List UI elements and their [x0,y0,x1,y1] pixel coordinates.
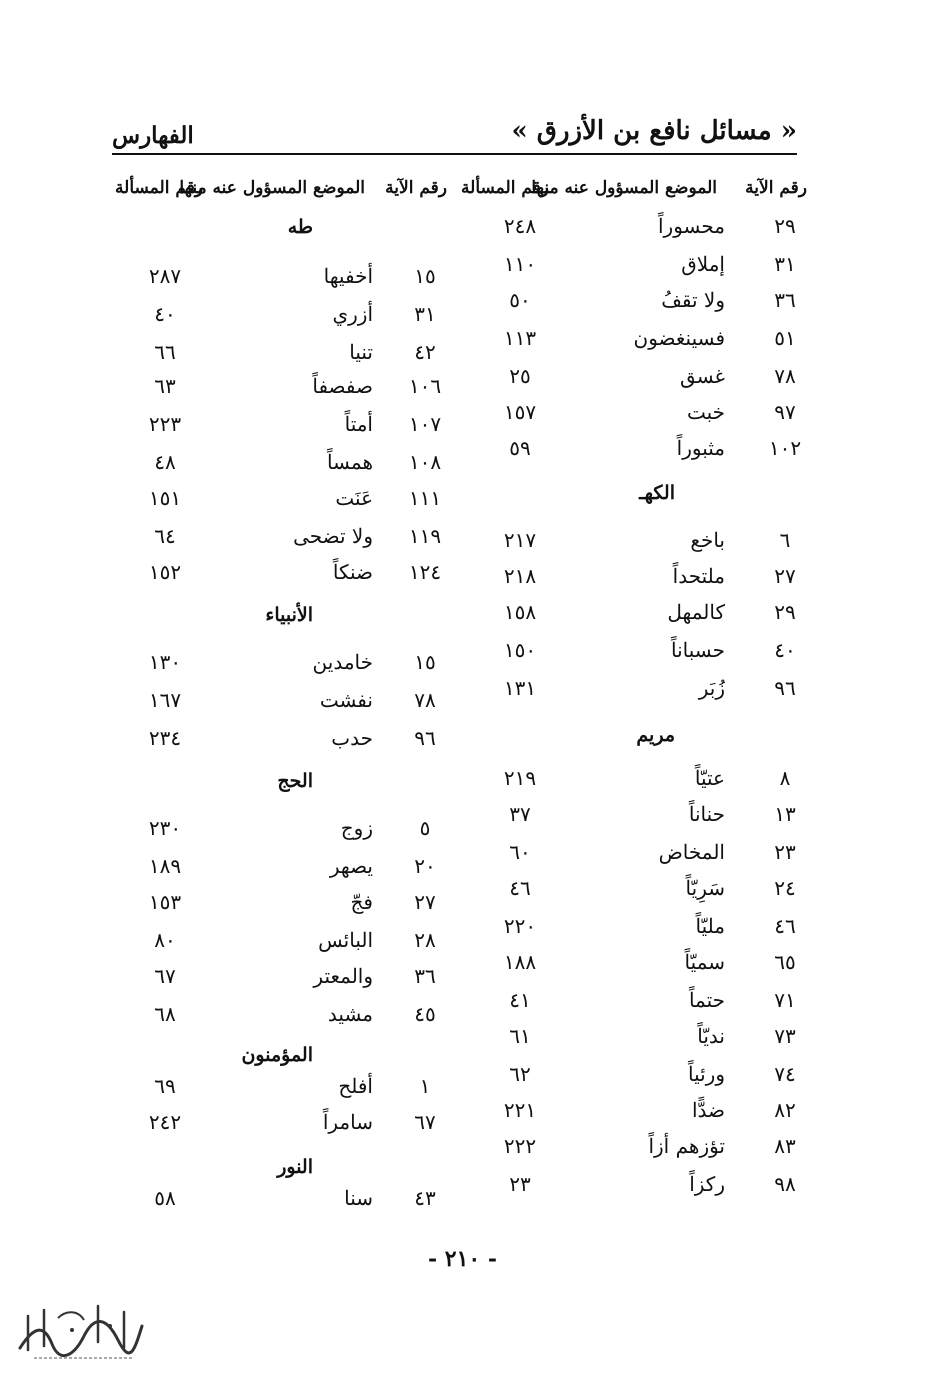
question-number: ٢٣٤ [148,726,182,750]
question-number: ٢١٨ [503,564,537,588]
question-number: ٤١ [509,988,531,1012]
right-verse-header: رقم الآية [745,178,807,198]
question-number: ٤٦ [509,876,531,900]
question-number: ٤٠ [154,302,176,326]
question-number: ١١٣ [503,326,537,350]
verse-number: ٢٩ [774,214,796,238]
verse-number: ١٠٧ [408,412,442,436]
question-number: ٦٢ [509,1062,531,1086]
asked-word: ولا تقفُ [661,288,725,312]
verse-number: ١١١ [408,486,442,510]
asked-word: عتيّاً [694,766,725,790]
surah-heading: طه [287,216,313,238]
verse-number: ٦٥ [774,950,796,974]
question-number: ٦٩ [154,1074,176,1098]
verse-number: ١٥ [414,264,436,288]
surah-heading: مريم [636,724,675,746]
question-number: ١٥٢ [148,560,182,584]
question-number: ٦٧ [154,964,176,988]
verse-number: ٦٧ [414,1110,436,1134]
surah-heading: الكهـ [639,482,675,504]
asked-word: فجّ [350,890,373,914]
right-word-header: الموضع المسؤول عنه منها [531,178,717,198]
question-number: ٦١ [509,1024,531,1048]
question-number: ١٥١ [148,486,182,510]
verse-number: ٩٨ [774,1172,796,1196]
asked-word: ضنكاً [332,560,373,584]
verse-number: ١٢٤ [408,560,442,584]
verse-number: ٥ [419,816,431,840]
verse-number: ٢٧ [414,890,436,914]
verse-number: ١٣ [774,802,796,826]
asked-word: سامراً [322,1110,373,1134]
verse-number: ٧٨ [414,688,436,712]
question-number: ٢٢٢ [503,1134,537,1158]
question-number: ٢٨٧ [148,264,182,288]
verse-number: ٩٦ [414,726,436,750]
verse-number: ٦ [779,528,791,552]
question-number: ٢١٧ [503,528,537,552]
question-number: ١٨٨ [503,950,537,974]
asked-word: صفصفاً [312,374,373,398]
question-number: ٥٠ [509,288,531,312]
calligraphy-stamp-logo [14,1296,146,1366]
question-number: ١٨٩ [148,854,182,878]
question-number: ٢٣٠ [148,816,182,840]
question-number: ٦٨ [154,1002,176,1026]
verse-number: ٨٢ [774,1098,796,1122]
verse-number: ٤٦ [774,914,796,938]
verse-number: ٢٩ [774,600,796,624]
question-number: ٥٨ [154,1186,176,1210]
page-number: - ٢١٠ - [427,1246,498,1272]
verse-number: ٢٤ [774,876,796,900]
surah-heading: المؤمنون [241,1044,313,1066]
asked-word: حدب [331,726,373,750]
verse-number: ٤٣ [414,1186,436,1210]
verse-number: ٧٤ [774,1062,796,1086]
question-number: ٢٥ [509,364,531,388]
question-number: ٢١٩ [503,766,537,790]
asked-word: ولا تضحى [293,524,373,548]
asked-word: ركزاً [689,1172,725,1196]
question-number: ٢٣ [509,1172,531,1196]
verse-number: ٩٦ [774,676,796,700]
verse-number: ١٥ [414,650,436,674]
question-number: ٣٧ [509,802,531,826]
asked-word: البائس [318,928,373,952]
asked-word: فسينغضون [633,326,725,350]
asked-word: محسوراً [657,214,725,238]
asked-word: سنا [344,1186,373,1210]
question-number: ٢٢١ [503,1098,537,1122]
question-number: ٢٤٨ [503,214,537,238]
asked-word: يصهر [329,854,373,878]
asked-word: سميّاً [684,950,725,974]
book-title: « مسائل نافع بن الأزرق » [511,116,797,146]
asked-word: أزري [332,302,373,326]
question-number: ٦٣ [154,374,176,398]
question-number: ٤٨ [154,450,176,474]
verse-number: ١١٩ [408,524,442,548]
verse-number: ١٠٦ [408,374,442,398]
verse-number: ٣٦ [414,964,436,988]
verse-number: ٨٣ [774,1134,796,1158]
verse-number: ١٠٢ [768,436,802,460]
asked-word: مثبوراً [676,436,725,460]
question-number: ٥٩ [509,436,531,460]
question-number: ١٦٧ [148,688,182,712]
asked-word: ملتحداً [672,564,725,588]
asked-word: كالمهل [667,600,725,624]
asked-word: مشيد [327,1002,373,1026]
verse-number: ٢٠ [414,854,436,878]
verse-number: ٤٢ [414,340,436,364]
asked-word: ضدًّا [691,1098,725,1122]
header-rule [112,153,797,155]
asked-word: تؤزهم أزاً [648,1134,725,1158]
verse-number: ١٠٨ [408,450,442,474]
question-number: ٦٦ [154,340,176,364]
verse-number: ٣٦ [774,288,796,312]
verse-number: ١ [419,1074,431,1098]
question-number: ١١٠ [503,252,537,276]
question-number: ٢٢٣ [148,412,182,436]
asked-word: زوج [340,816,373,840]
verse-number: ٧٣ [774,1024,796,1048]
asked-word: غسق [680,364,725,388]
verse-number: ٤٠ [774,638,796,662]
asked-word: حسباناً [671,638,725,662]
asked-word: نديّاً [697,1024,725,1048]
verse-number: ٧٨ [774,364,796,388]
section-title: الفهارس [112,122,194,149]
question-number: ١٥٣ [148,890,182,914]
asked-word: باخع [690,528,725,552]
verse-number: ٢٨ [414,928,436,952]
asked-word: المخاض [658,840,725,864]
asked-word: حناناً [688,802,725,826]
surah-heading: النور [277,1156,313,1178]
surah-heading: الحج [277,770,313,792]
asked-word: حتماً [688,988,725,1012]
asked-word: عَنَت [335,486,373,510]
asked-word: زُبَر [698,676,725,700]
verse-number: ٥١ [774,326,796,350]
asked-word: والمعتر [313,964,373,988]
verse-number: ٤٥ [414,1002,436,1026]
question-number: ١٥٧ [503,400,537,424]
verse-number: ٢٧ [774,564,796,588]
asked-word: تنيا [349,340,373,364]
verse-number: ٣١ [774,252,796,276]
verse-number: ٧١ [774,988,796,1012]
left-verse-header: رقم الآية [385,178,447,198]
verse-number: ٨ [779,766,791,790]
asked-word: همساً [326,450,373,474]
question-number: ١٣١ [503,676,537,700]
question-number: ٦٤ [154,524,176,548]
left-word-header: الموضع المسؤول عنه منها [179,178,365,198]
asked-word: أمتاً [344,412,373,436]
question-number: ١٥٨ [503,600,537,624]
question-number: ٢٢٠ [503,914,537,938]
asked-word: خامدين [312,650,373,674]
right-question-header: رقم المسألة [461,178,549,198]
question-number: ٦٠ [509,840,531,864]
asked-word: مليّاً [695,914,725,938]
verse-number: ٣١ [414,302,436,326]
question-number: ٢٤٢ [148,1110,182,1134]
asked-word: خبت [686,400,725,424]
question-number: ١٥٠ [503,638,537,662]
asked-word: نفشت [319,688,373,712]
left-question-header: رقم المسألة [115,178,203,198]
asked-word: أفلح [338,1074,373,1098]
asked-word: ورئياً [687,1062,725,1086]
asked-word: إملاق [681,252,725,276]
question-number: ١٣٠ [148,650,182,674]
surah-heading: الأنبياء [265,604,313,626]
question-number: ٨٠ [154,928,176,952]
asked-word: أخفيها [323,264,373,288]
verse-number: ٢٣ [774,840,796,864]
asked-word: سَرِيّاً [685,876,725,900]
verse-number: ٩٧ [774,400,796,424]
